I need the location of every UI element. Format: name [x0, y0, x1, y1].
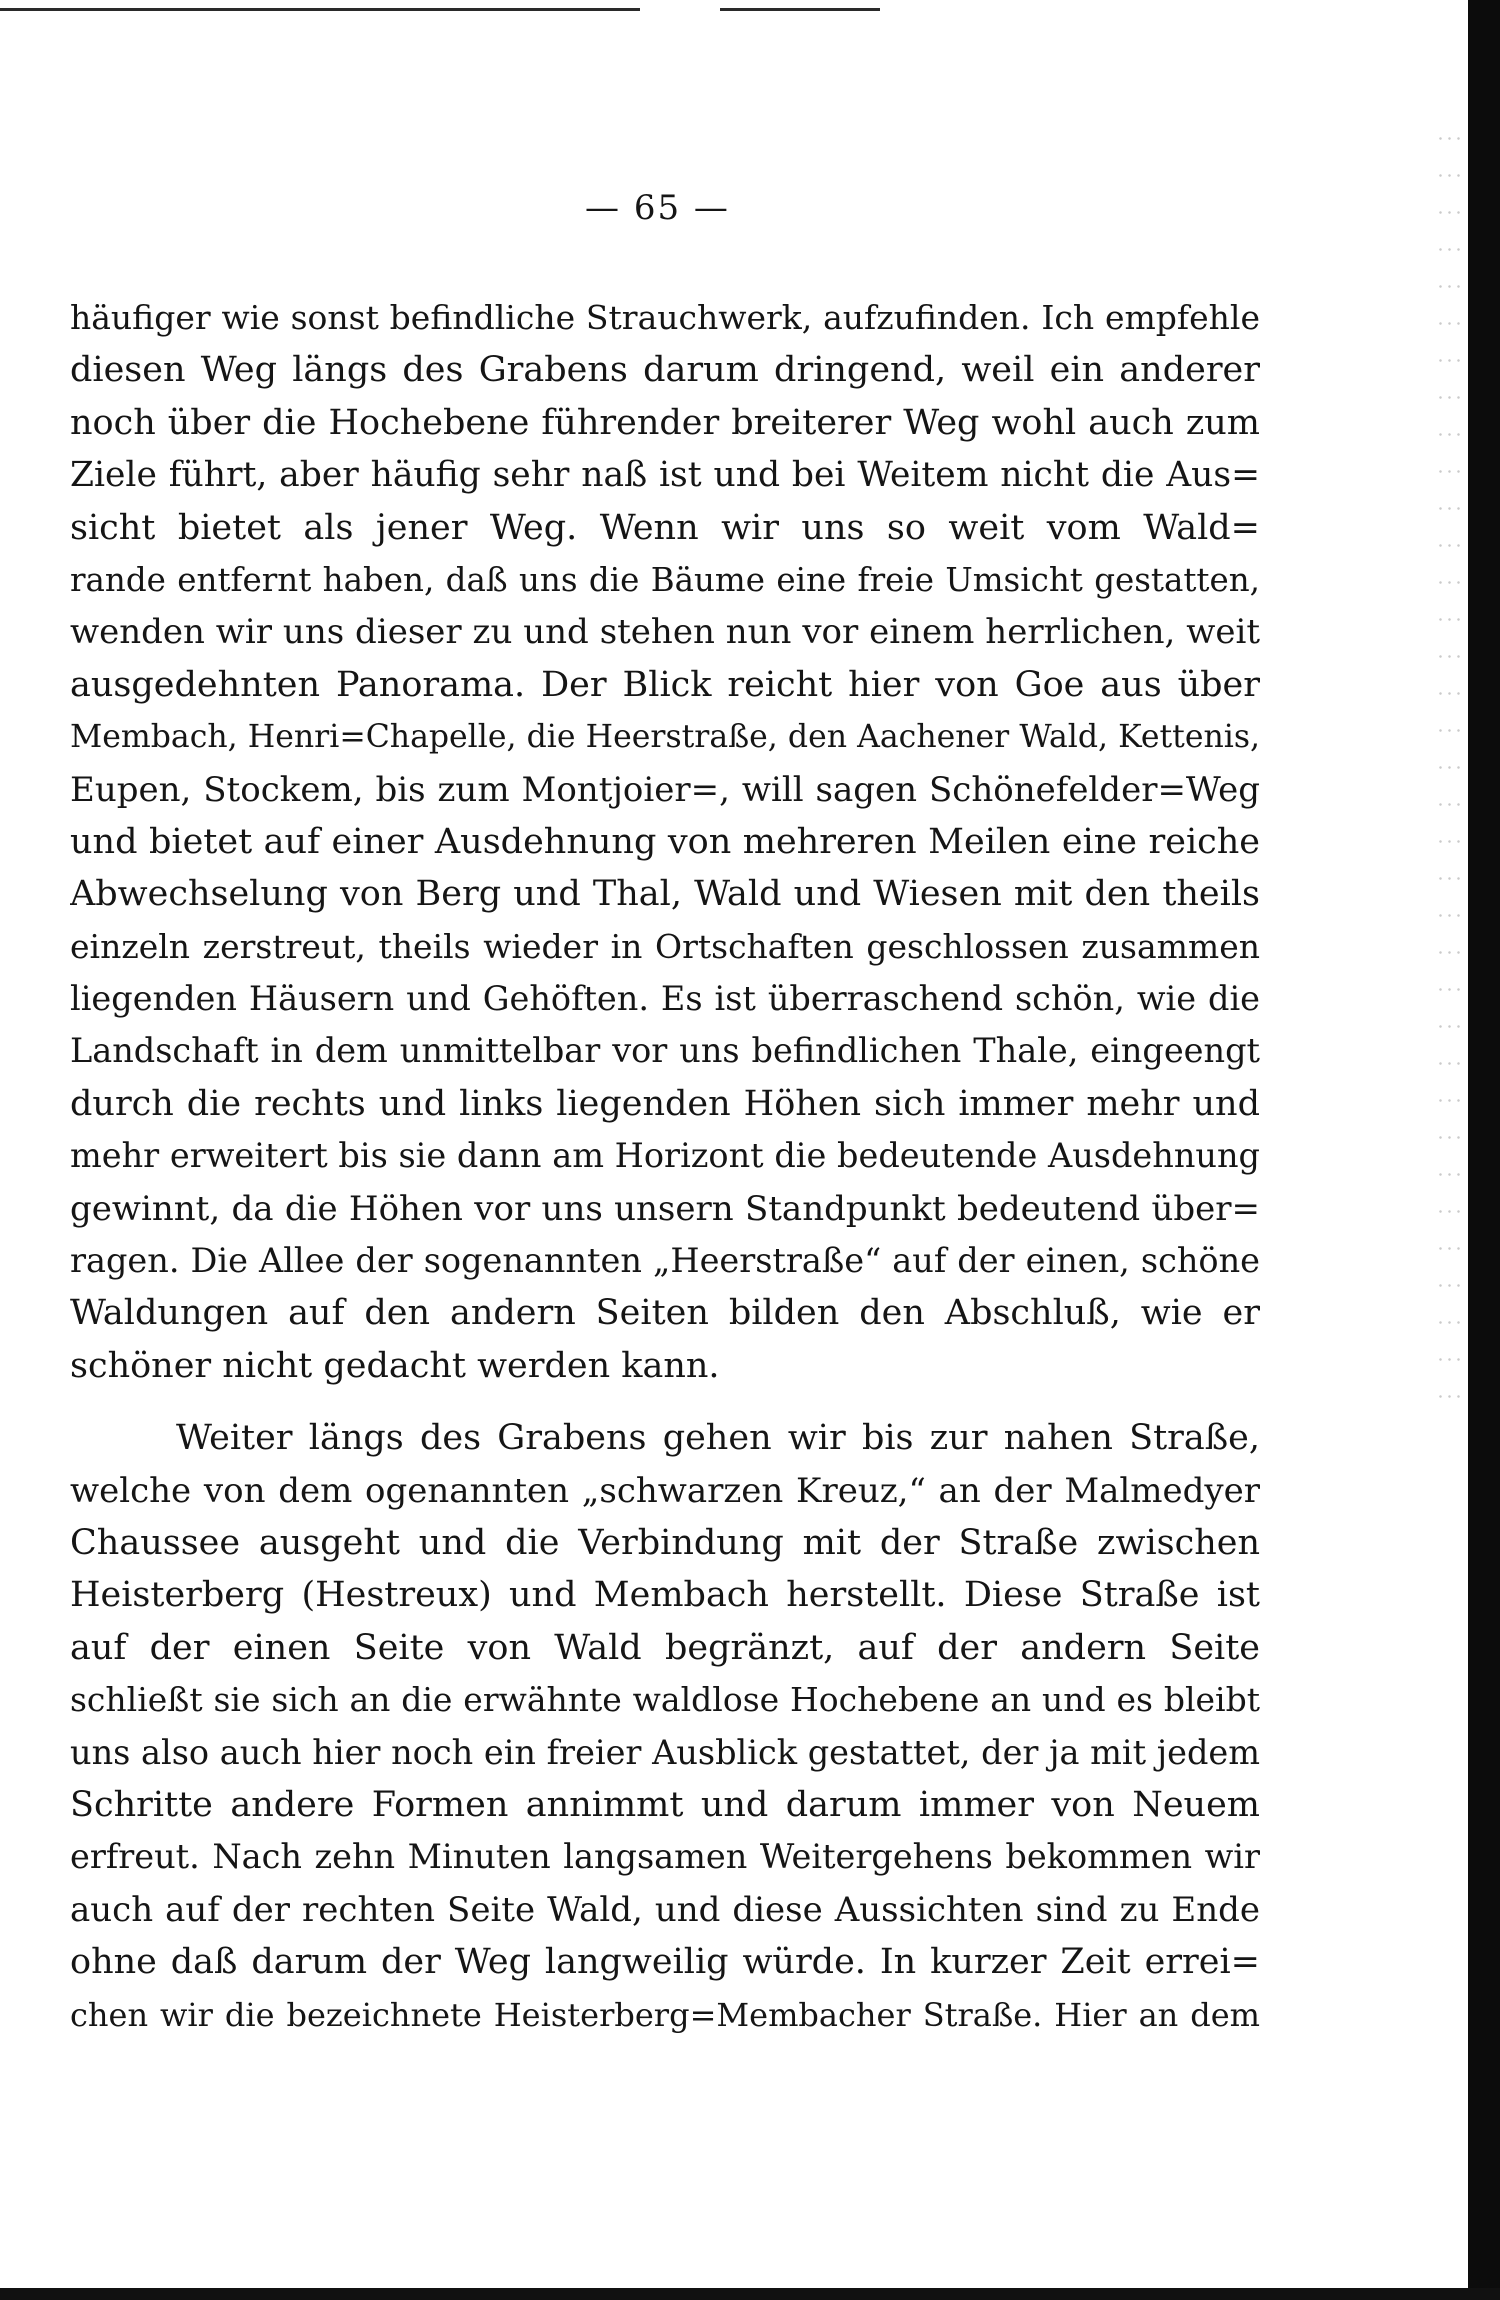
text-line: ragen. Die Allee der sogenannten „Heerstraße“ auf der einen, schöne [70, 1241, 1260, 1281]
text-line: wenden wir uns dieser zu und stehen nun vor einem herrlichen, weit [70, 612, 1260, 653]
text-line: häufiger wie sonst befindliche Strauchwerk, aufzufinden. Ich empfehle [70, 298, 1260, 337]
page-text [70, 292, 1260, 2041]
scan-edge-right [1468, 0, 1500, 2300]
text-line: Waldungen auf den andern Seiten bilden den Abschluß, wie er [70, 1293, 1260, 1334]
text-line: Weiter längs des Grabens gehen wir bis zur nahen Straße, [176, 1418, 1260, 1459]
text-line: Chaussee ausgeht und die Verbindung mit der Straße zwischen [70, 1522, 1260, 1563]
text-line: mehr erweitert bis sie dann am Horizont die bedeutende Ausdehnung [70, 1136, 1260, 1176]
text-line: gewinnt, da die Höhen vor uns unsern Standpunkt bedeutend über= [70, 1188, 1260, 1229]
scan-edge-bottom [0, 2288, 1500, 2300]
text-line: ausgedehnten Panorama. Der Blick reicht hier von Goe aus über [70, 664, 1260, 705]
text-line: sicht bietet als jener Weg. Wenn wir uns so weit vom Wald= [70, 507, 1260, 548]
top-rule-left [0, 8, 640, 11]
text-line: auf der einen Seite von Wald begränzt, auf der andern Seite [70, 1627, 1260, 1668]
text-line: Membach, Henri=Chapelle, die Heerstraße, den Aachener Wald, Kettenis, [70, 719, 1260, 756]
text-line: auch auf der rechten Seite Wald, und diese Aussichten sind zu Ende [70, 1889, 1260, 1930]
page-number: — 65 — [585, 188, 730, 228]
top-rule-right [720, 8, 880, 11]
text-line: Schritte andere Formen annimmt und darum immer von Neuem [70, 1784, 1260, 1825]
text-line: Ziele führt, aber häufig sehr naß ist und bei Weitem nicht die Aus= [70, 455, 1260, 496]
text-line: noch über die Hochebene führender breiterer Weg wohl auch zum [70, 402, 1260, 443]
text-line: und bietet auf einer Ausdehnung von mehreren Meilen eine reiche [70, 821, 1260, 862]
text-line: Landschaft in dem unmittelbar vor uns befindlichen Thale, eingeengt [70, 1031, 1260, 1071]
text-line: Heisterberg (Hestreux) und Membach herstellt. Diese Straße ist [70, 1575, 1260, 1616]
text-line: Eupen, Stockem, bis zum Montjoier=, will sagen Schönefelder=Weg [70, 769, 1260, 810]
text-line: diesen Weg längs des Grabens darum dringend, weil ein anderer [70, 350, 1260, 391]
text-line: uns also auch hier noch ein freier Ausblick gestattet, der ja mit jedem [70, 1732, 1260, 1772]
text-line: einzeln zerstreut, theils wieder in Ortschaften geschlossen zusammen [70, 926, 1260, 966]
text-line: Abwechselung von Berg und Thal, Wald und Wiesen mit den theils [70, 874, 1260, 915]
text-line: liegenden Häusern und Gehöften. Es ist überraschend schön, wie die [70, 979, 1260, 1019]
text-line: ohne daß darum der Weg langweilig würde. In kurzer Zeit errei= [70, 1942, 1260, 1983]
text-line: chen wir die bezeichnete Heisterberg=Membacher Straße. Hier an dem [70, 1995, 1260, 2034]
scan-edge-specks [1436, 120, 1466, 1420]
text-line: erfreut. Nach zehn Minuten langsamen Weitergehens bekommen wir [70, 1837, 1260, 1877]
paragraph-2 [70, 1412, 1260, 2041]
paragraph-gap [70, 1392, 1260, 1412]
text-line: rande entfernt haben, daß uns die Bäume eine freie Umsicht gestatten, [70, 560, 1260, 599]
text-line: welche von dem ogenannten „schwarzen Kreuz,“ an der Malmedyer [70, 1470, 1260, 1511]
text-line: schließt sie sich an die erwähnte waldlose Hochebene an und es bleibt [70, 1680, 1260, 1720]
text-line: durch die rechts und links liegenden Höhen sich immer mehr und [70, 1083, 1260, 1124]
text-line: schöner nicht gedacht werden kann. [70, 1345, 720, 1386]
paragraph-1 [70, 292, 1260, 1392]
